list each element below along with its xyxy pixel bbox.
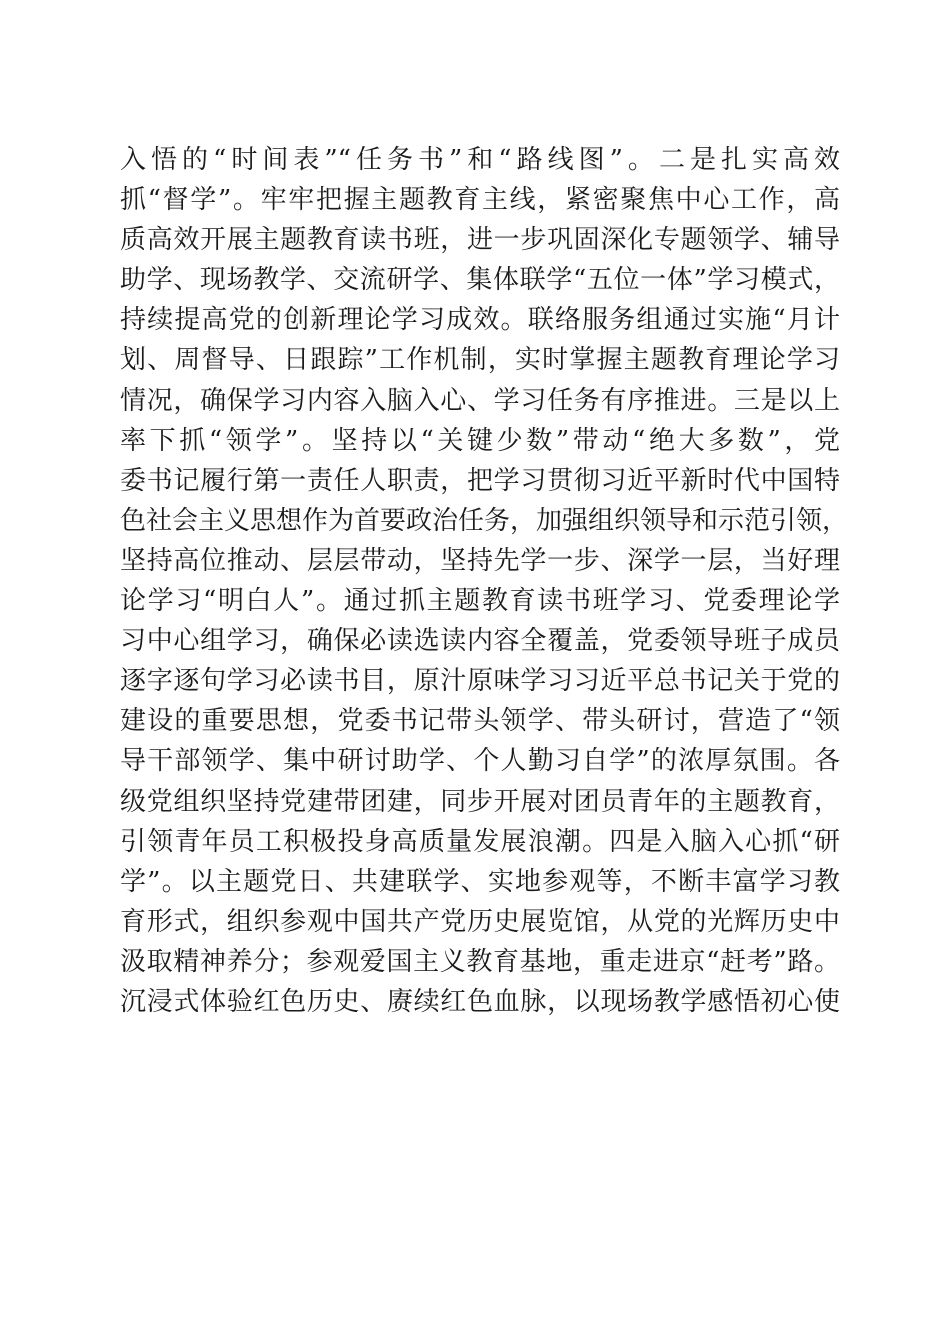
- text-line: 沉浸式体验红色历史、赓续红色血脉，以现场教学感悟初心使: [120, 986, 840, 1017]
- text-line: 建设的重要思想，党委书记带头领学、带头研讨，营造了“领: [120, 706, 840, 737]
- text-line: 率下抓“领学”。坚持以“关键少数”带动“绝大多数”，党: [120, 425, 840, 456]
- text-line: 质高效开展主题教育读书班，进一步巩固深化专题领学、辅导: [120, 225, 840, 256]
- text-line: 色社会主义思想作为首要政治任务，加强组织领导和示范引领，: [120, 505, 849, 536]
- text-line: 汲取精神养分；参观爱国主义教育基地，重走进京“赶考”路。: [120, 946, 840, 977]
- text-line: 委书记履行第一责任人职责，把学习贯彻习近平新时代中国特: [120, 465, 840, 496]
- text-line: 划、周督导、日跟踪”工作机制，实时掌握主题教育理论学习: [120, 345, 840, 376]
- text-line: 引领青年员工积极投身高质量发展浪潮。四是入脑入心抓“研: [120, 826, 840, 857]
- text-line: 抓“督学”。牢牢把握主题教育主线，紧密聚焦中心工作，高: [120, 185, 840, 216]
- text-line: 论学习“明白人”。通过抓主题教育读书班学习、党委理论学: [120, 586, 840, 617]
- body-text: [120, 140, 849, 1022]
- text-line: 持续提高党的创新理论学习成效。联络服务组通过实施“月计: [120, 305, 840, 336]
- text-line: 育形式，组织参观中国共产党历史展览馆，从党的光辉历史中: [120, 906, 840, 937]
- text-line: 情况，确保学习内容入脑入心、学习任务有序推进。三是以上: [120, 385, 840, 416]
- text-line: 导干部领学、集中研讨助学、个人勤习自学”的浓厚氛围。各: [120, 746, 840, 777]
- text-line: 坚持高位推动、层层带动，坚持先学一步、深学一层，当好理: [120, 545, 840, 576]
- text-line: 助学、现场教学、交流研学、集体联学“五位一体”学习模式，: [120, 265, 840, 296]
- text-line: 习中心组学习，确保必读选读内容全覆盖，党委领导班子成员: [120, 626, 840, 657]
- text-line: 逐字逐句学习必读书目，原汁原味学习习近平总书记关于党的: [120, 666, 840, 697]
- text-line: 学”。以主题党日、共建联学、实地参观等，不断丰富学习教: [120, 866, 840, 897]
- text-line: 级党组织坚持党建带团建，同步开展对团员青年的主题教育，: [120, 786, 840, 817]
- text-line: 入悟的“时间表”“任务书”和“路线图”。二是扎实高效: [120, 145, 840, 175]
